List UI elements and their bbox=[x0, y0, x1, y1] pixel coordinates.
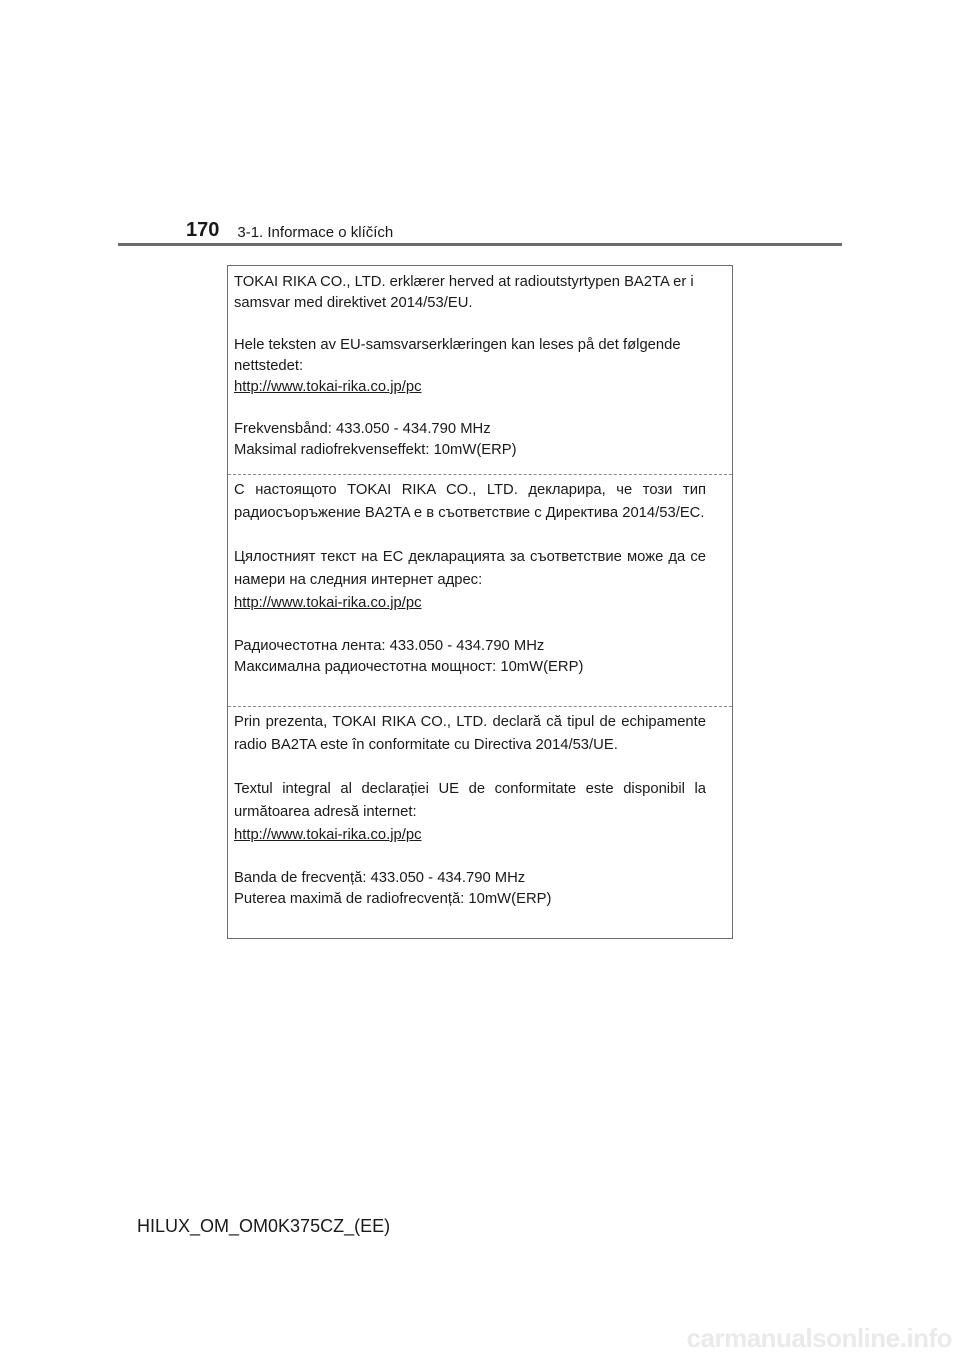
declaration-fulltext-note: Цялостният текст на ЕС декларацията за съответствие може да се намери на следния интернет адрес: bbox=[234, 549, 706, 588]
declaration-link[interactable]: http://www.tokai-rika.co.jp/pc bbox=[234, 379, 422, 395]
spec-frequency-band: Frekvensbånd: 433.050 - 434.790 MHz bbox=[234, 421, 491, 437]
section-title: 3-1. Informace o klíčích bbox=[237, 224, 394, 241]
declaration-statement: С настоящото TOKAI RIKA CO., LTD. декларира, че този тип радиосъоръжение BA2TA е в съответствие с Директива 2014/53/ЕС. bbox=[234, 482, 706, 521]
declaration-fulltext-note: Hele teksten av EU-samsvarserklæringen kan leses på det følgende nettstedet: bbox=[234, 337, 681, 374]
declaration-norwegian bbox=[228, 266, 732, 475]
watermark[interactable]: carmanualsonline.info bbox=[686, 1323, 952, 1353]
declaration-romanian bbox=[228, 707, 732, 939]
page-header bbox=[186, 216, 393, 240]
declaration-fulltext-note: Textul integral al declarației UE de conformitate este disponibil la următoarea adresă internet: bbox=[234, 781, 706, 820]
manual-code: HILUX_OM_OM0K375CZ_(EE) bbox=[137, 1216, 391, 1236]
declaration-link[interactable]: http://www.tokai-rika.co.jp/pc bbox=[234, 827, 422, 843]
declarations-table bbox=[227, 265, 733, 939]
spec-frequency-band: Banda de frecvență: 433.050 - 434.790 MHz bbox=[234, 870, 526, 886]
declaration-link[interactable]: http://www.tokai-rika.co.jp/pc bbox=[234, 595, 422, 611]
declaration-bulgarian bbox=[228, 475, 732, 707]
spec-max-power: Максимална радиочестотна мощност: 10mW(ERP) bbox=[234, 659, 584, 675]
header-rule bbox=[118, 243, 842, 246]
declaration-statement: TOKAI RIKA CO., LTD. erklærer herved at radioutstyrtypen BA2TA er i samsvar med direktivet 2014/53/EU. bbox=[234, 274, 694, 311]
declaration-statement: Prin prezenta, TOKAI RIKA CO., LTD. declară că tipul de echipamente radio BA2TA este în conformitate cu Directiva 2014/53/UE. bbox=[234, 714, 706, 753]
page-number: 170 bbox=[186, 219, 220, 241]
spec-max-power: Maksimal radiofrekvenseffekt: 10mW(ERP) bbox=[234, 442, 517, 458]
spec-max-power: Puterea maximă de radiofrecvență: 10mW(ERP) bbox=[234, 891, 552, 907]
spec-frequency-band: Радиочестотна лента: 433.050 - 434.790 MHz bbox=[234, 638, 545, 654]
